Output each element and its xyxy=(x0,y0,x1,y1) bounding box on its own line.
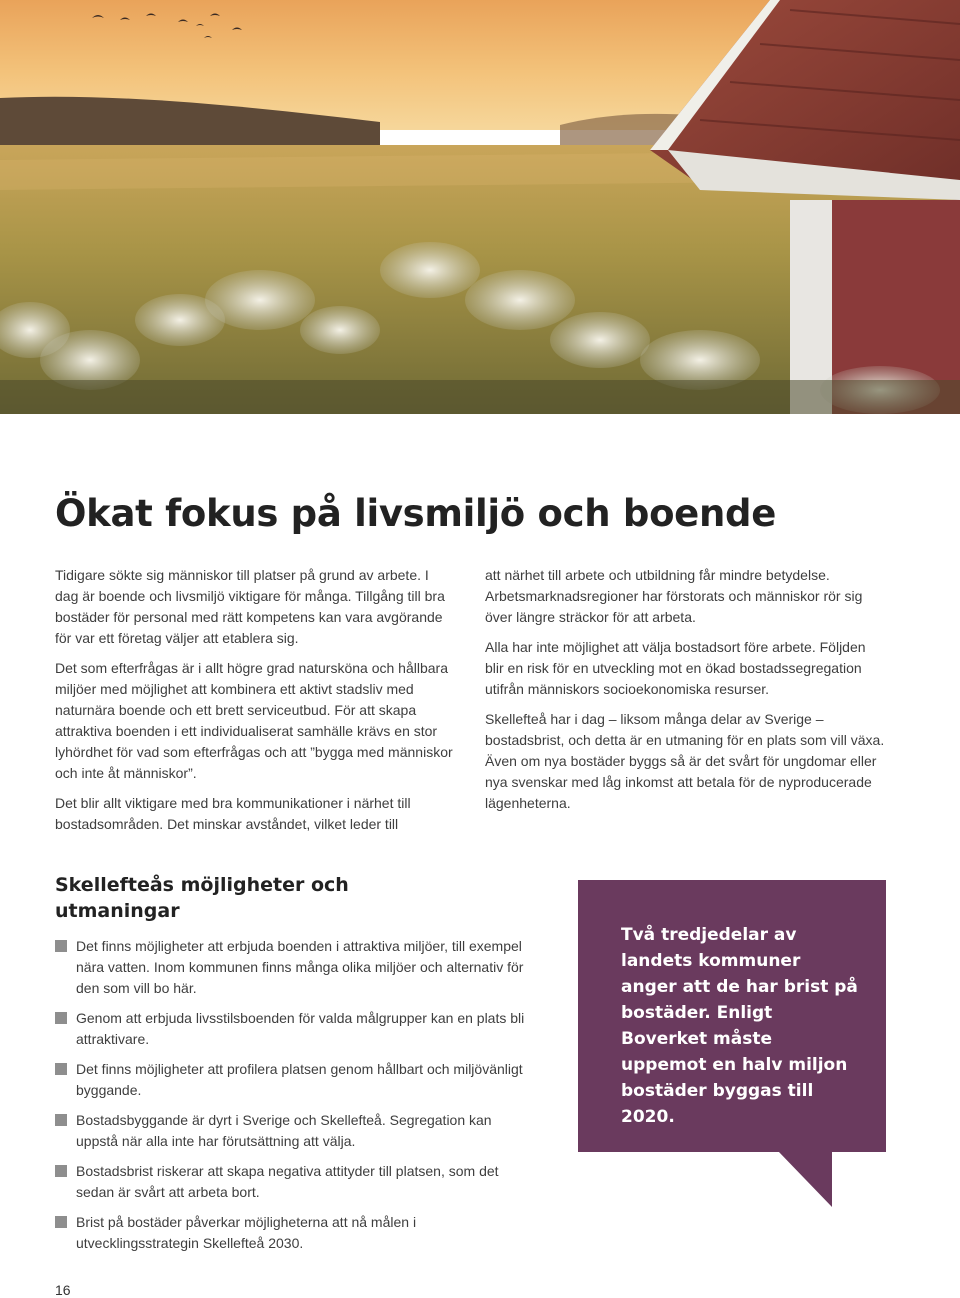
paragraph: Alla har inte möjlighet att välja bostadsort före arbete. Följden blir en risk för en utveckling mot en ökad bostadssegregation utifrån människors socioekonomiska resurser. xyxy=(485,639,866,697)
list-item xyxy=(55,1008,535,1050)
list-item-text: Bostadsbrist riskerar att skapa negativa attityder till platsen, som det sedan är svårt att arbeta bort. xyxy=(76,1163,499,1200)
speech-tail-icon xyxy=(778,1151,832,1207)
list-item xyxy=(55,1161,535,1203)
paragraph: Tidigare sökte sig människor till platser på grund av arbete. I dag är boende och livsmiljö viktigare för många. Tillgång till bra bostäder för personal med rätt kompetens kan vara avgörande för var ett företag väljer att etablera sig. xyxy=(55,567,445,646)
list-item xyxy=(55,936,535,999)
bullet-list xyxy=(55,936,535,1263)
square-bullet-icon xyxy=(55,1114,67,1126)
paragraph: Skellefteå har i dag – liksom många delar av Sverige – bostadsbrist, och detta är en utmaning för en plats som vill växa. Även om nya bostäder byggs så är det svårt för ungdomar eller nya svenskar med låg inkomst att betala för de nyproducerade lägenheterna. xyxy=(485,711,885,811)
list-item-text: Brist på bostäder påverkar möjligheterna att nå målen i utvecklingsstrategin Skellefteå 2030. xyxy=(76,1214,417,1251)
paragraph: att närhet till arbete och utbildning får mindre betydelse. Arbetsmarknadsregioner har förstorats och människor rör sig över längre sträckor för att arbeta. xyxy=(485,567,863,625)
square-bullet-icon xyxy=(55,1216,67,1228)
page-number: 16 xyxy=(55,1282,71,1298)
left-column xyxy=(55,565,455,844)
paragraph: Det blir allt viktigare med bra kommunikationer i närhet till bostadsområden. Det minskar avståndet, vilket leder till xyxy=(55,795,411,832)
page-title: Ökat fokus på livsmiljö och boende xyxy=(55,492,777,535)
list-item-text: Det finns möjligheter att profilera platsen genom hållbart och miljövänligt byggande. xyxy=(76,1061,523,1098)
list-item-text: Genom att erbjuda livsstilsboenden för valda målgrupper kan en plats bli attraktivare. xyxy=(76,1010,525,1047)
landscape-illustration xyxy=(0,0,960,414)
square-bullet-icon xyxy=(55,1063,67,1075)
section-heading: Skellefteås möjligheter och utmaningar xyxy=(55,874,349,922)
right-column xyxy=(485,565,885,823)
quote-box xyxy=(578,880,886,1152)
list-item xyxy=(55,1110,535,1152)
list-item xyxy=(55,1212,535,1254)
list-item xyxy=(55,1059,535,1101)
square-bullet-icon xyxy=(55,940,67,952)
list-item-text: Det finns möjligheter att erbjuda boenden i attraktiva miljöer, till exempel nära vatten. Inom kommunen finns många olika miljöer och alternativ för den som vill bo här. xyxy=(76,938,524,996)
paragraph: Det som efterfrågas är i allt högre grad natursköna och hållbara miljöer med möjlighet att kombinera ett aktivt stadsliv med naturnära boende och ett brett serviceutbud. För att skapa attraktiva boenden i ett individualiserat samhälle krävs en stor lyhördhet för vad som efterfrågas och att ”bygga med människor och inte åt människor”. xyxy=(55,660,453,781)
quote-text: Två tredjedelar av landets kommuner anger att de har brist på bostäder. Enligt Boverket måste uppemot en halv miljon bostäder byggas till 2020. xyxy=(621,925,858,1127)
square-bullet-icon xyxy=(55,1165,67,1177)
list-item-text: Bostadsbyggande är dyrt i Sverige och Skellefteå. Segregation kan uppstå när alla inte har förutsättning att välja. xyxy=(76,1112,492,1149)
square-bullet-icon xyxy=(55,1012,67,1024)
hero-photo xyxy=(0,0,960,414)
